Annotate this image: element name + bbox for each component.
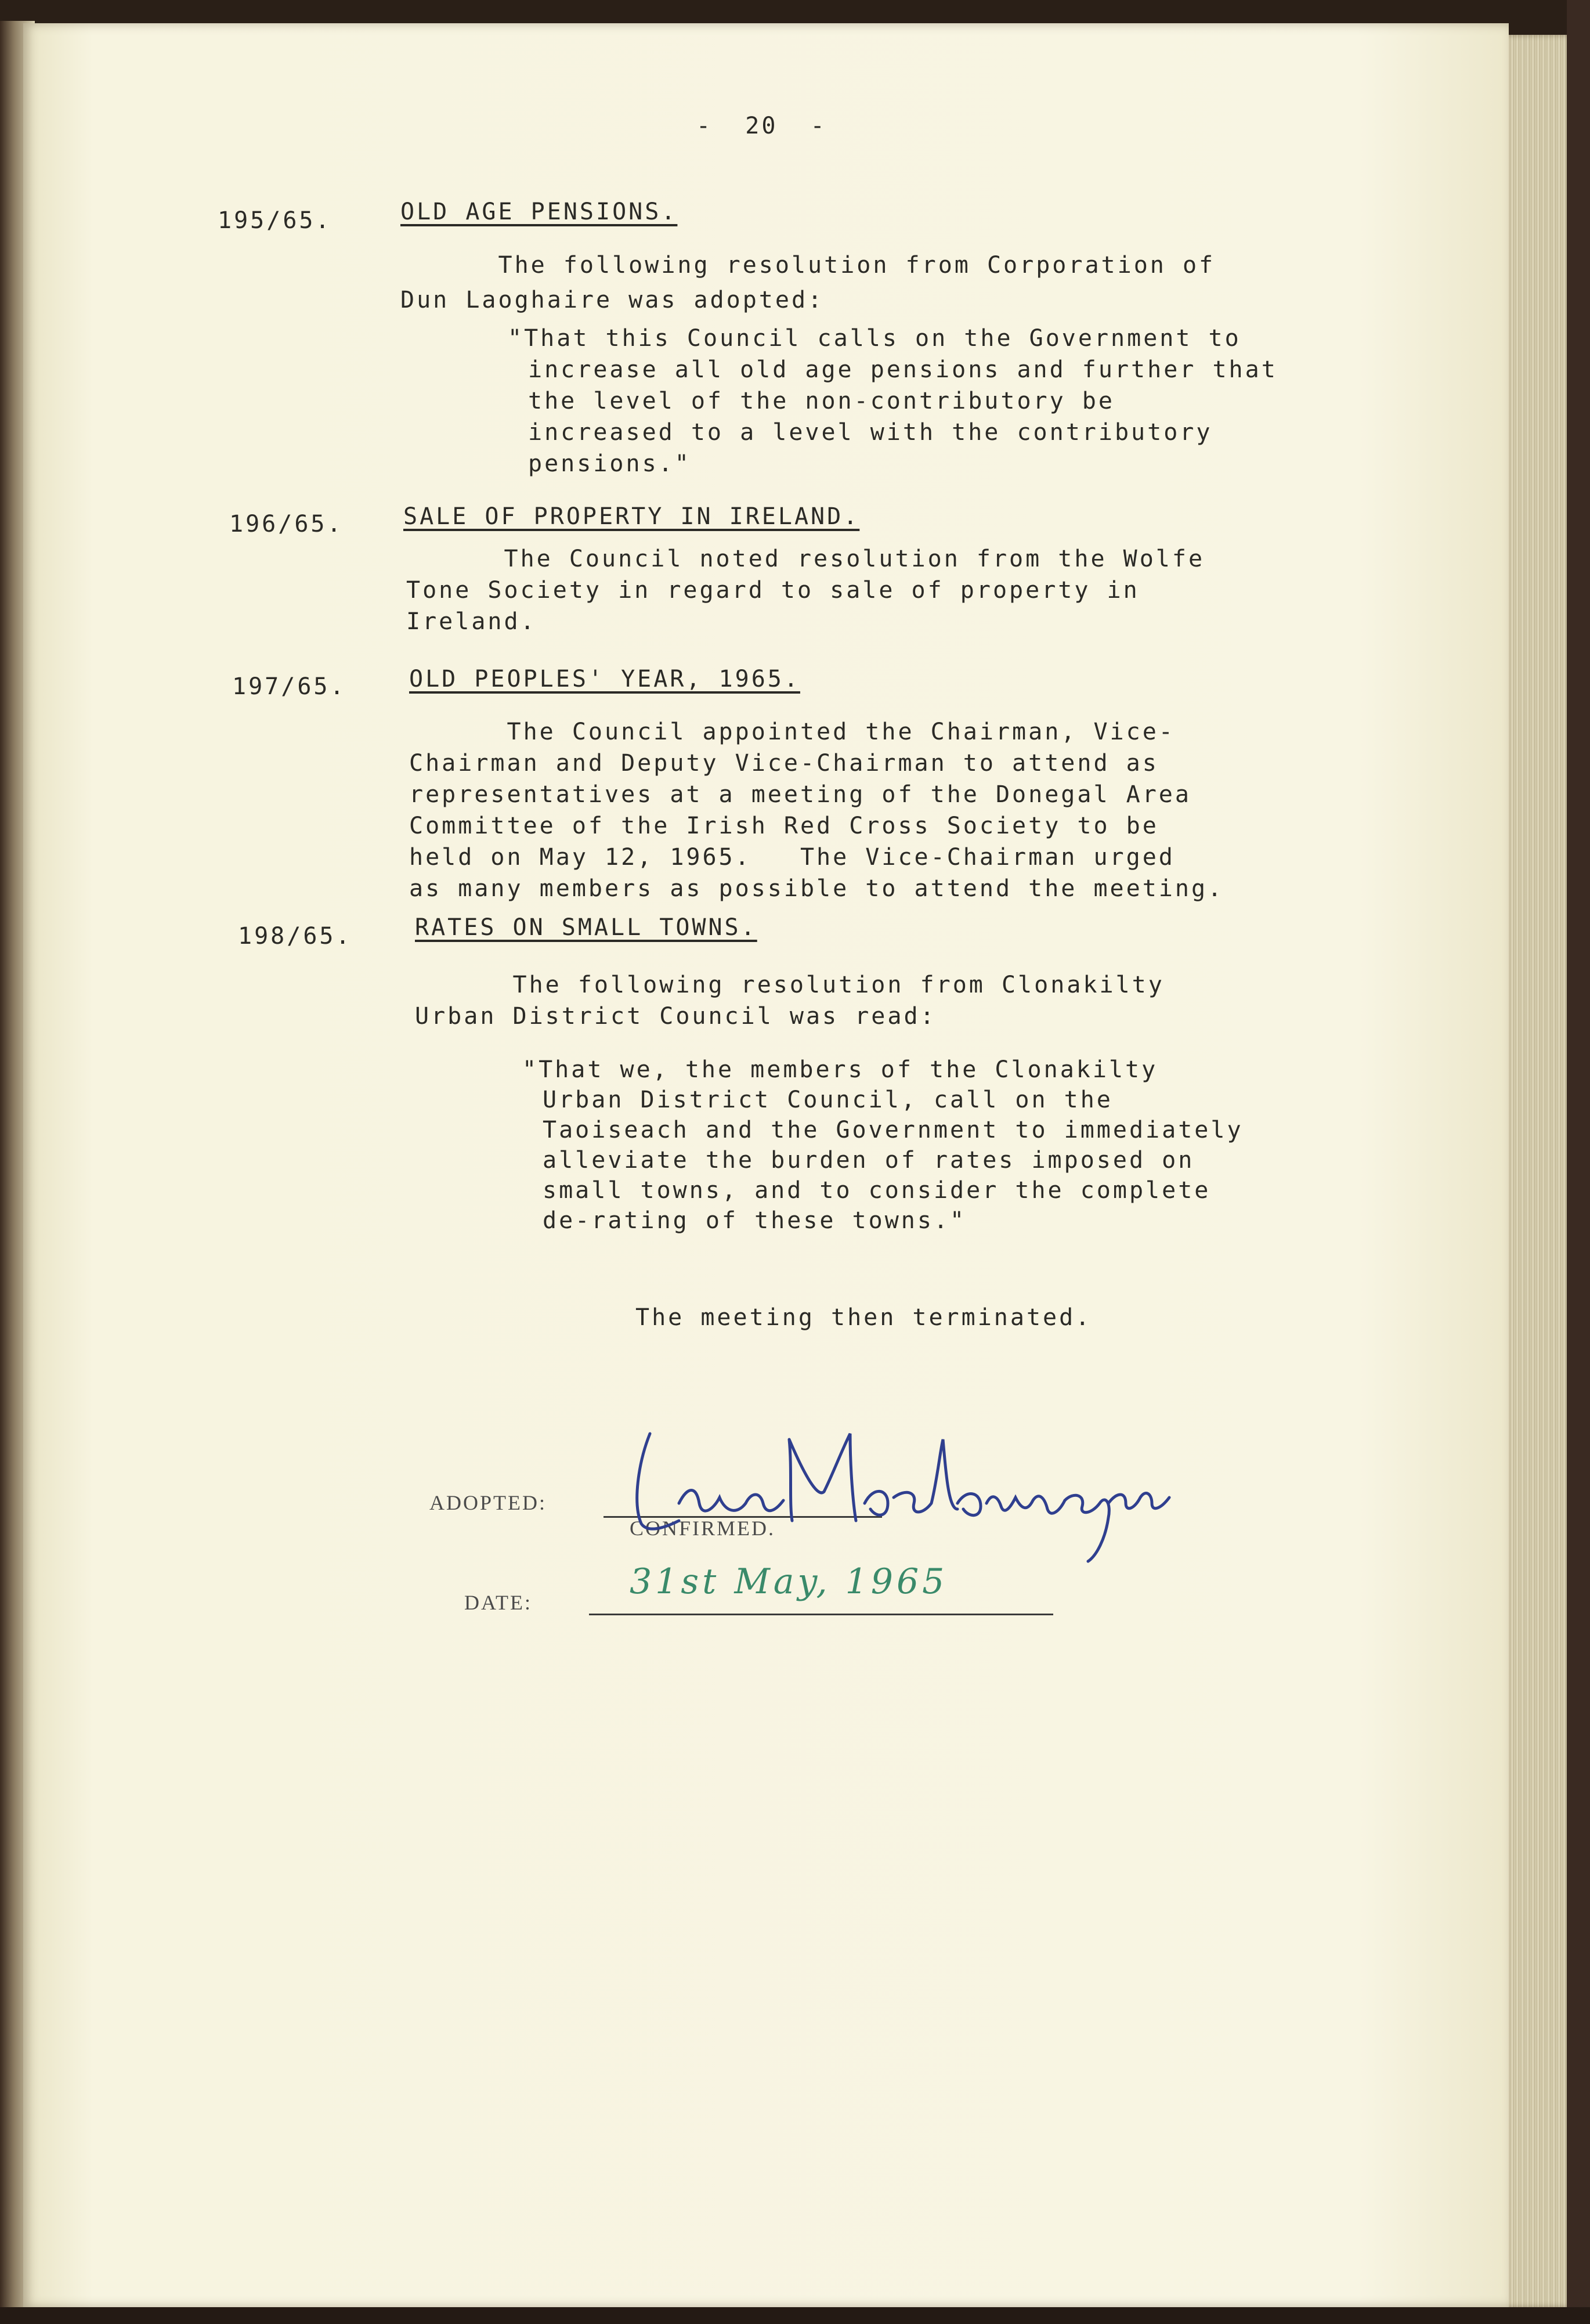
quote-line: increased to a level with the contributory — [528, 419, 1213, 446]
scan-top-band — [0, 0, 1590, 26]
item-heading: SALE OF PROPERTY IN IRELAND. — [403, 503, 860, 530]
body-line: The Council noted resolution from the Wolfe — [406, 546, 1205, 572]
item-number: 198/65. — [238, 923, 352, 950]
quote-line: Taoiseach and the Government to immediately — [543, 1117, 1244, 1143]
body-line: Tone Society in regard to sale of property in — [406, 577, 1140, 604]
quote-line: increase all old age pensions and further that — [528, 356, 1278, 383]
body-line: held on May 12, 1965. The Vice-Chairman urged — [409, 844, 1175, 871]
body-line: Chairman and Deputy Vice-Chairman to attend as — [409, 750, 1159, 777]
body-line: representatives at a meeting of the Donegal Area — [409, 781, 1191, 808]
item-number: 196/65. — [229, 511, 344, 537]
body-line: Ireland. — [406, 608, 537, 635]
date-line — [589, 1614, 1053, 1615]
item-heading: RATES ON SMALL TOWNS. — [415, 914, 757, 941]
body-line: Dun Laoghaire was adopted: — [400, 287, 825, 313]
quote-line: Urban District Council, call on the — [543, 1087, 1113, 1113]
body-line: The following resolution from Clonakilty — [415, 972, 1165, 998]
item-heading: OLD AGE PENSIONS. — [400, 199, 678, 225]
quote-line: pensions." — [528, 450, 691, 477]
date-label: DATE: — [464, 1591, 532, 1614]
item-number: 197/65. — [232, 673, 346, 700]
body-line: The Council appointed the Chairman, Vice- — [409, 719, 1175, 745]
item-number: 195/65. — [218, 207, 332, 234]
body-line: as many members as possible to attend the meeting. — [409, 875, 1224, 902]
quote-line: the level of the non-contributory be — [528, 388, 1115, 414]
quote-line: "That this Council calls on the Government to — [508, 325, 1241, 352]
scan-bottom-band — [0, 2307, 1590, 2324]
body-line: Committee of the Irish Red Cross Society to be — [409, 813, 1159, 839]
confirmed-label: CONFIRMED. — [630, 1517, 776, 1540]
body-line: Urban District Council was read: — [415, 1003, 937, 1030]
page-stack-edges — [1509, 35, 1573, 2307]
item-heading: OLD PEOPLES' YEAR, 1965. — [409, 666, 800, 692]
page-number: - 20 - — [696, 113, 827, 139]
adopted-label: ADOPTED: — [429, 1491, 547, 1514]
book-right-edge — [1567, 0, 1590, 2324]
handwritten-signature — [615, 1416, 1195, 1567]
quote-line: alleviate the burden of rates imposed on — [543, 1147, 1195, 1174]
closing-line: The meeting then terminated. — [635, 1304, 1092, 1331]
quote-line: small towns, and to consider the complete — [543, 1177, 1211, 1204]
quote-line: de-rating of these towns." — [543, 1207, 967, 1234]
handwritten-date: 31st May, 1965 — [630, 1561, 948, 1602]
quote-line: "That we, the members of the Clonakilty — [522, 1056, 1158, 1083]
body-line: The following resolution from Corporation of — [400, 252, 1216, 279]
